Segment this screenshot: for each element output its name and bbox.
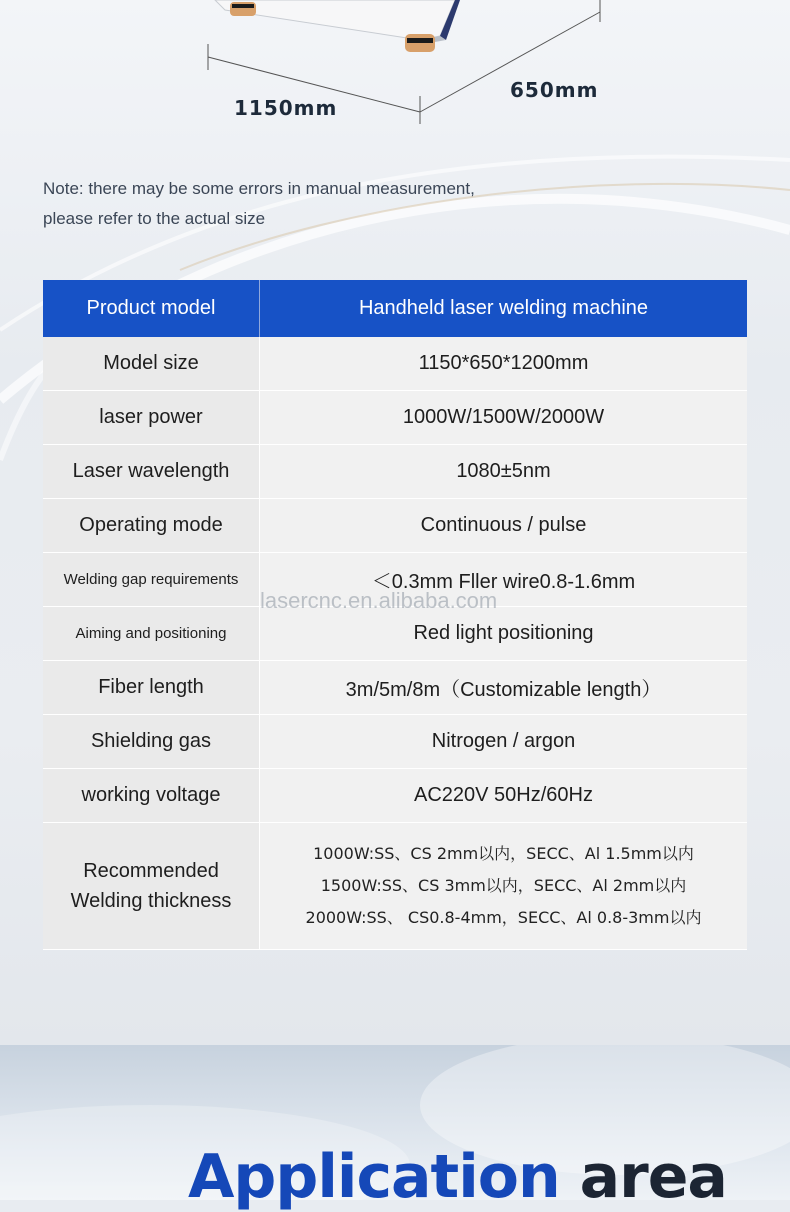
note-line-1: Note: there may be some errors in manual measurement, [43, 179, 475, 198]
table-row [43, 391, 747, 445]
row-label: laser power [43, 391, 260, 445]
row-value: 1150*650*1200mm [260, 337, 748, 391]
row-value: 1000W/1500W/2000W [260, 391, 748, 445]
row-label: Fiber length [43, 661, 260, 715]
width-dimension-label: 1150mm [234, 96, 338, 120]
table-row [43, 769, 747, 823]
row-value: Continuous / pulse [260, 499, 748, 553]
thickness-label [43, 823, 260, 950]
section-title-word-1: Application [188, 1142, 560, 1212]
table-row [43, 715, 747, 769]
thickness-label-line: Recommended [83, 860, 219, 882]
watermark-text: lasercnc.en.alibaba.com [260, 588, 498, 613]
section-title-word-2: area [579, 1142, 727, 1212]
thickness-line: 1500W:SS、CS 3mm以内，SECC、Al 2mm以内 [320, 876, 687, 895]
table-row [43, 337, 747, 391]
table-row [43, 661, 747, 715]
note-line-2: please refer to the actual size [43, 209, 266, 228]
row-label: working voltage [43, 769, 260, 823]
section-title [188, 1142, 727, 1212]
row-value: AC220V 50Hz/60Hz [260, 769, 748, 823]
thickness-line: 2000W:SS、 CS0.8-4mm，SECC、Al 0.8-3mm以内 [305, 908, 702, 927]
row-label: Model size [43, 337, 260, 391]
row-label: Welding gap requirements [43, 553, 260, 607]
row-label: Aiming and positioning [43, 607, 260, 661]
depth-dimension-label: 650mm [510, 78, 599, 102]
table-row [43, 499, 747, 553]
row-label: Laser wavelength [43, 445, 260, 499]
table-row-thickness [43, 823, 747, 950]
row-value: 3m/5m/8m（Customizable length） [260, 661, 748, 715]
table-row [43, 553, 747, 607]
row-label: Shielding gas [43, 715, 260, 769]
row-value: Nitrogen / argon [260, 715, 748, 769]
row-label: Operating mode [43, 499, 260, 553]
measurement-note [43, 174, 475, 234]
thickness-label-line: Welding thickness [70, 890, 232, 912]
row-value: ＜0.3mm Fller wire0.8-1.6mm [260, 553, 748, 607]
row-value: 1080±5nm [260, 445, 748, 499]
row-value: Red light positioning [260, 607, 748, 661]
table-row [43, 445, 747, 499]
specification-table [43, 280, 747, 950]
table-row [43, 607, 747, 661]
thickness-values [260, 823, 748, 950]
header-machine-name: Handheld laser welding machine [260, 280, 748, 337]
thickness-line: 1000W:SS、CS 2mm以内，SECC、Al 1.5mm以内 [313, 844, 694, 863]
table-header-row [43, 280, 747, 337]
header-product-model: Product model [43, 280, 260, 337]
